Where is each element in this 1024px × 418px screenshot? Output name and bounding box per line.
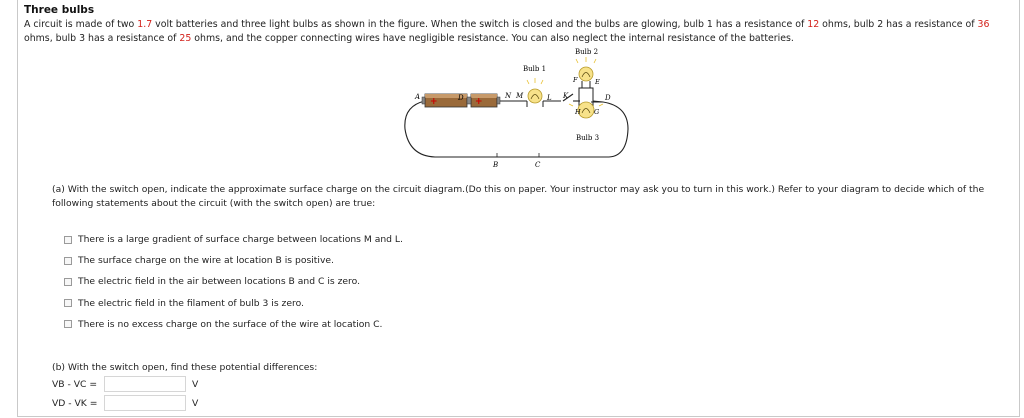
- part-b-question: (b) With the switch open, find these potential differences:: [52, 362, 318, 373]
- checkbox-1[interactable]: [64, 257, 72, 265]
- bulb-2: [576, 57, 596, 88]
- circuit-svg: [395, 44, 645, 174]
- label-G: G: [594, 108, 600, 116]
- option-label: The electric field in the air between locations B and C is zero.: [78, 276, 361, 288]
- label-D: D: [605, 94, 611, 102]
- label-K: K: [563, 92, 569, 100]
- label-E: E: [595, 78, 600, 86]
- vb-vc-input[interactable]: [104, 376, 186, 392]
- label-M: M: [516, 92, 524, 100]
- label-F: F: [573, 76, 578, 84]
- bulb2-resistance: 36: [977, 19, 990, 30]
- plus-2: +: [475, 97, 483, 107]
- vd-vk-input[interactable]: [104, 395, 186, 411]
- vd-vk-unit: V: [192, 397, 199, 409]
- plus-1: +: [430, 97, 438, 107]
- battery-voltage: 1.7: [137, 19, 153, 30]
- label-D-batt: D: [458, 94, 464, 102]
- part-a-options: [64, 229, 403, 335]
- checkbox-2[interactable]: [64, 278, 72, 286]
- option-0: [64, 229, 403, 250]
- bulb3-label: Bulb 3: [576, 134, 600, 142]
- problem-title: Three bulbs: [24, 4, 95, 16]
- checkbox-0[interactable]: [64, 236, 72, 244]
- option-label: There is no excess charge on the surface of the wire at location C.: [78, 318, 383, 330]
- label-H: H: [575, 108, 581, 116]
- checkbox-4[interactable]: [64, 320, 72, 328]
- vb-vc-unit: V: [192, 378, 199, 390]
- label-L: L: [547, 94, 552, 102]
- option-label: The surface charge on the wire at location B is positive.: [78, 255, 334, 267]
- bulb-1: [527, 78, 543, 107]
- label-A: A: [415, 93, 421, 101]
- label-N: N: [505, 92, 512, 100]
- option-label: The electric field in the filament of bulb 3 is zero.: [78, 297, 304, 309]
- label-C: C: [535, 161, 541, 169]
- vb-vc-label: VB - VC =: [52, 378, 98, 390]
- problem-intro: A circuit is made of two 1.7 volt batteries and three light bulbs as shown in the figure. When the switch is closed and the bulbs are glowing, bulb 1 has a resistance of 12 ohms, bulb 2 has a resistance of 36 ohms, bulb 3 has a resistance of 25 ohms, and the copper connecting wires have negligible resistance. You can also neglect the internal resistance of the batteries.: [24, 19, 990, 44]
- option-4: [64, 314, 403, 335]
- option-2: [64, 271, 403, 292]
- vd-vk-label: VD - VK =: [52, 397, 98, 409]
- bulb1-resistance: 12: [807, 19, 820, 30]
- bulb2-label: Bulb 2: [575, 48, 599, 56]
- circuit-diagram: [395, 44, 645, 174]
- bulb3-resistance: 25: [179, 32, 192, 44]
- vd-vk-row: [52, 395, 198, 411]
- label-B: B: [493, 161, 499, 169]
- bulb1-label: Bulb 1: [523, 65, 547, 73]
- checkbox-3[interactable]: [64, 299, 72, 307]
- option-1: [64, 250, 403, 271]
- part-a-question: (a) With the switch open, indicate the approximate surface charge on the circuit diagram.(Do this on paper. Your instructor may ask you to turn in this work.) Refer to your diagram to decide which of the following statements about the circuit (with the switch open) are true:: [52, 184, 985, 209]
- option-3: [64, 293, 403, 314]
- battery-2: [467, 94, 500, 107]
- option-label: There is a large gradient of surface charge between locations M and L.: [78, 234, 403, 246]
- vb-vc-row: [52, 376, 198, 392]
